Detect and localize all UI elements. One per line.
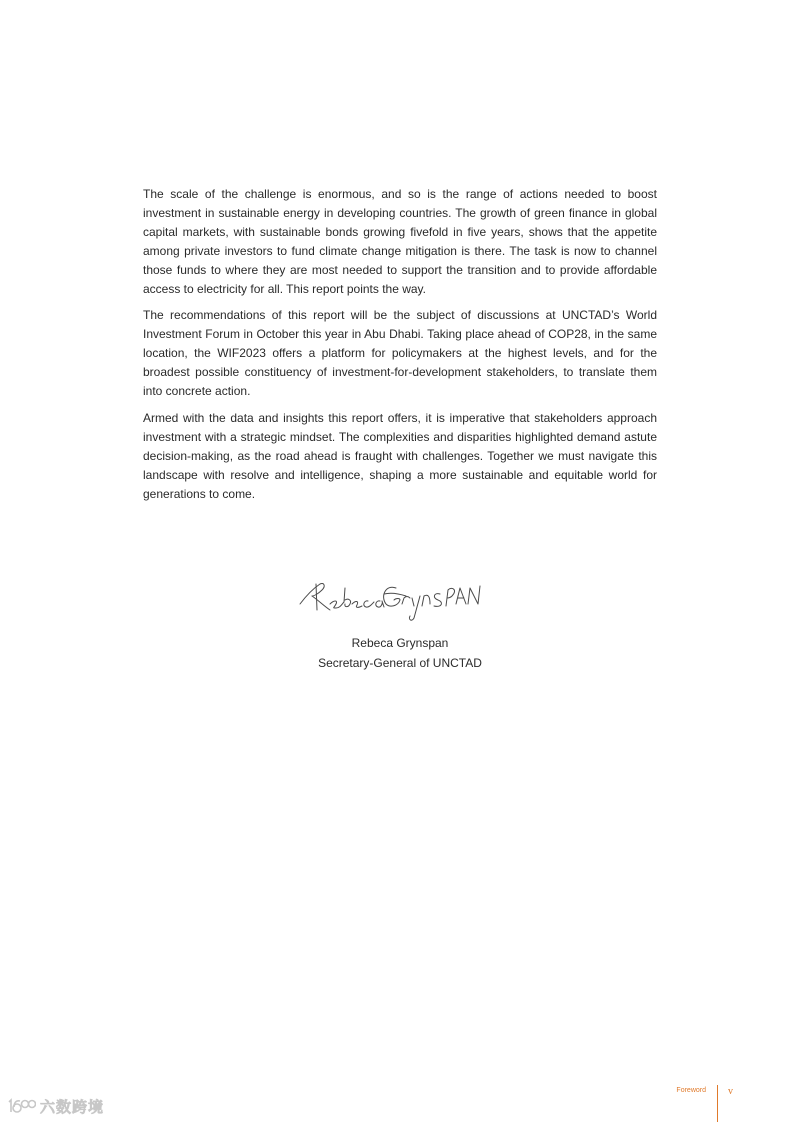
- foreword-body: [143, 185, 657, 512]
- footer-divider: [717, 1085, 718, 1122]
- signatory-name: Rebeca Grynspan: [351, 636, 449, 650]
- 1600-logo-icon: [6, 1097, 36, 1115]
- footer-section-label: Foreword: [676, 1087, 706, 1094]
- paragraph-3: Armed with the data and insights this report offers, it is imperative that stakeholders approach investment with a strategic mindset. The complexities and disparities highlighted demand astute decision-making, as the road ahead is fraught with challenges. Together we must navigate this landscape with resolve and intelligence, shaping a more sustainable and equitable world for generations to come.: [143, 410, 657, 501]
- watermark: [6, 1093, 104, 1119]
- page-number: v: [728, 1086, 733, 1097]
- signatory-title: Secretary-General of UNCTAD: [318, 655, 482, 670]
- handwritten-signature: [296, 574, 486, 624]
- signatory-block: [250, 634, 550, 673]
- paragraph-1: The scale of the challenge is enormous, and so is the range of actions needed to boost investment in sustainable energy in developing countries. The growth of green finance in global capital markets, with sustainable bonds growing fivefold in five years, shows that the appetite among private investors to fund climate change mitigation is there. The task is now to channel those funds to where they are most needed to support the transition and to provide affordable access to electricity for all. This report points the way.: [143, 187, 657, 296]
- paragraph-2: The recommendations of this report will be the subject of discussions at UNCTAD’s World Investment Forum in October this year in Abu Dhabi. Taking place ahead of COP28, in the same location, the WIF2023 offers a platform for policymakers at the highest levels, and for the broadest possible constituency of investment-for-development stakeholders, to translate them into concrete action.: [143, 308, 657, 399]
- watermark-text: 六数跨境: [40, 1098, 105, 1116]
